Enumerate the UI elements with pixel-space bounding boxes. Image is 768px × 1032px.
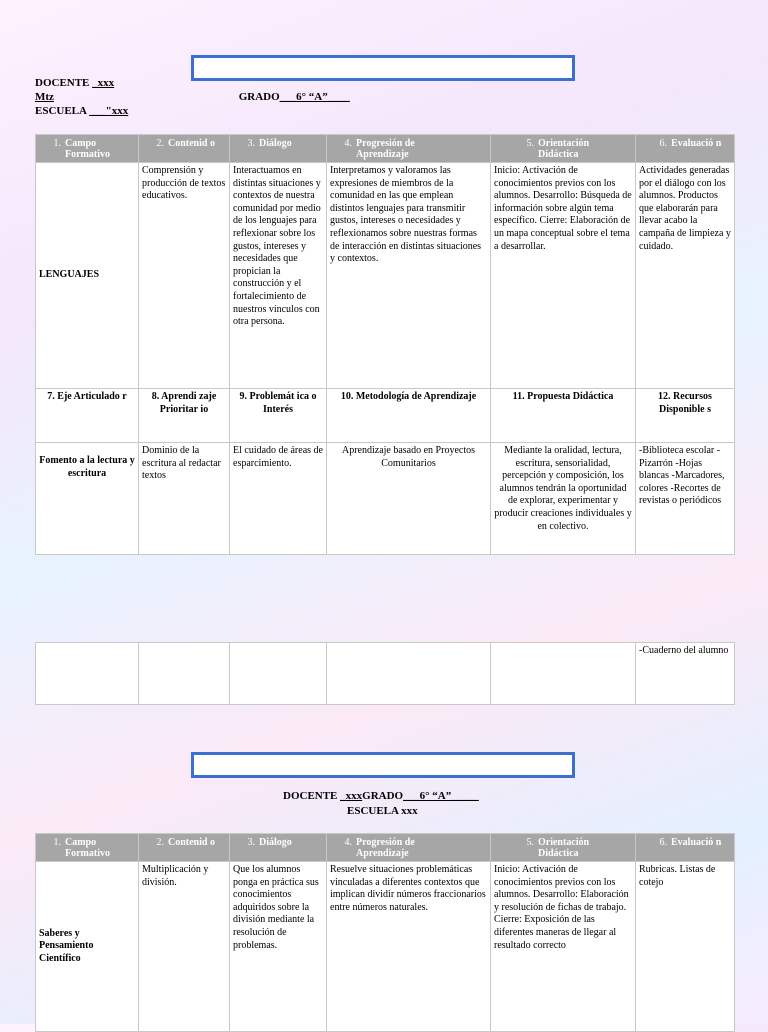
problematica-cell: El cuidado de áreas de esparcimiento. bbox=[230, 443, 327, 555]
campo-formativo-cell: LENGUAJES bbox=[36, 163, 139, 389]
planning-table-1 bbox=[35, 134, 735, 555]
header-escuela: ESCUELA ___"xxx bbox=[35, 105, 129, 117]
empty-cell bbox=[36, 643, 139, 705]
header-docente: DOCENTE _xxx bbox=[35, 77, 115, 89]
table-row bbox=[36, 862, 735, 1032]
col-header-orientacion: 5. Orientación Didáctica bbox=[491, 834, 636, 862]
empty-cell bbox=[139, 643, 230, 705]
dialogo-cell: Interactuamos en distintas situaciones y contextos de nuestra comunidad por medio de los lenguajes para reflexionar sobre los gustos, intereses y necesidades que propician la construcción y el fortalecimiento de nuestros vínculos con otra persona. bbox=[230, 163, 327, 389]
table-row bbox=[36, 163, 735, 389]
table-row bbox=[36, 443, 735, 555]
empty-cell bbox=[230, 643, 327, 705]
col-header-eje: 7. Eje Articulado r bbox=[36, 389, 139, 443]
col-header-dialogo: 3. Diálogo bbox=[230, 135, 327, 163]
col-header-evaluacion: 6. Evaluació n bbox=[636, 135, 735, 163]
dialogo-cell: Que los alumnos ponga en práctica sus conocimientos adquiridos sobre la división mediante la resolución de problemas. bbox=[230, 862, 327, 1032]
col-header-aprendizaje: 8. Aprendi zaje Prioritar io bbox=[139, 389, 230, 443]
table-row bbox=[36, 643, 735, 705]
col-header-contenido: 2. Contenid o bbox=[139, 135, 230, 163]
planning-table-2 bbox=[35, 833, 735, 1032]
col-header-metodologia: 10. Metodología de Aprendizaje bbox=[327, 389, 491, 443]
col-header-campo: 1. Campo Formativo bbox=[36, 834, 139, 862]
contenido-cell: Multiplicación y división. bbox=[139, 862, 230, 1032]
orientacion-cell: Inicio: Activación de conocimientos previos con los alumnos. Desarrollo: Búsqueda de información sobre algún tema específico. Cierre: Elaboración de un mapa conceptual sobre el tema a desarrollar. bbox=[491, 163, 636, 389]
col-header-orientacion: 5. Orientación Didáctica bbox=[491, 135, 636, 163]
planning-table-1-continuation bbox=[35, 642, 735, 705]
col-header-campo: 1. Campo Formativo bbox=[36, 135, 139, 163]
progresion-cell: Interpretamos y valoramos las expresiones de miembros de la comunidad en las que emplean distintos lenguajes para transmitir gustos, intereses o necesidades y reflexionamos sobre nuestras formas de interacción en distintas situaciones y contextos. bbox=[327, 163, 491, 389]
col-header-progresion: 4. Progresión de Aprendizaje bbox=[327, 834, 491, 862]
header-mtz-grado: Mtz GRADO___6° “A”____ bbox=[35, 91, 350, 103]
col-header-recursos: 12. Recursos Disponible s bbox=[636, 389, 735, 443]
header-row-1 bbox=[36, 834, 735, 862]
evaluacion-cell: Rubricas. Listas de cotejo bbox=[636, 862, 735, 1032]
header-row-2 bbox=[36, 389, 735, 443]
recursos-continuation-cell: -Cuaderno del alumno bbox=[636, 643, 735, 705]
col-header-contenido: 2. Contenid o bbox=[139, 834, 230, 862]
col-header-propuesta: 11. Propuesta Didáctica bbox=[491, 389, 636, 443]
col-header-progresion: 4. Progresión de Aprendizaje bbox=[327, 135, 491, 163]
col-header-dialogo: 3. Diálogo bbox=[230, 834, 327, 862]
header-escuela-2: ESCUELA xxx bbox=[347, 805, 418, 817]
recursos-cell: -Biblioteca escolar -Pizarrón -Hojas blancas -Marcadores, colores -Recortes de revistas o periódicos bbox=[636, 443, 735, 555]
title-box bbox=[191, 55, 575, 81]
title-box-2 bbox=[191, 752, 575, 778]
progresion-cell: Resuelve situaciones problemáticas vinculadas a diferentes contextos que implican dividir números fraccionarios entre números naturales. bbox=[327, 862, 491, 1032]
aprendizaje-cell: Dominio de la escritura al redactar textos bbox=[139, 443, 230, 555]
orientacion-cell: Inicio: Activación de conocimientos previos con los alumnos. Desarrollo: Elaboración y resolución de fichas de trabajo. Cierre: Exposición de las diferentes maneras de llegar al resultado correcto bbox=[491, 862, 636, 1032]
evaluacion-cell: Actividades generadas por el diálogo con los alumnos. Productos que elaborarán para llevar acabo la campaña de limpieza y cuidado. bbox=[636, 163, 735, 389]
contenido-cell: Comprensión y producción de textos educativos. bbox=[139, 163, 230, 389]
propuesta-cell: Mediante la oralidad, lectura, escritura, sensorialidad, percepción y composición, los alumnos tendrán la oportunidad de explorar, experimentar y producir creaciones individuales y en colectivo. bbox=[491, 443, 636, 555]
header-docente-grado-2: DOCENTE _xxxGRADO___6° “A”_____ bbox=[283, 790, 479, 802]
campo-formativo-cell: Saberes y Pensamiento Científico bbox=[36, 862, 139, 1032]
col-header-problematica: 9. Problemát ica o Interés bbox=[230, 389, 327, 443]
eje-cell: Fomento a la lectura y escritura bbox=[36, 443, 139, 555]
header-row-1 bbox=[36, 135, 735, 163]
empty-cell bbox=[491, 643, 636, 705]
col-header-evaluacion: 6. Evaluació n bbox=[636, 834, 735, 862]
empty-cell bbox=[327, 643, 491, 705]
metodologia-cell: Aprendizaje basado en Proyectos Comunitarios bbox=[327, 443, 491, 555]
